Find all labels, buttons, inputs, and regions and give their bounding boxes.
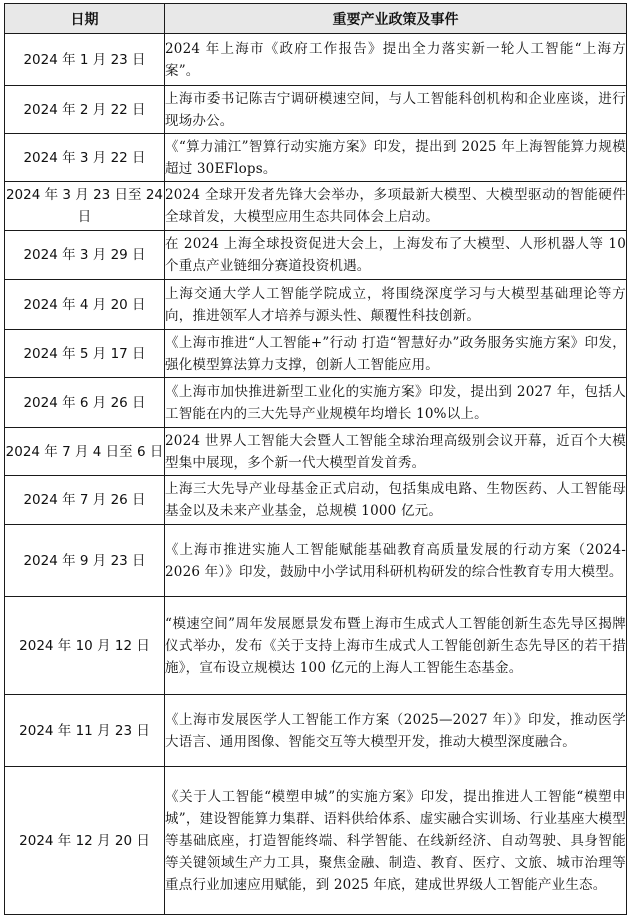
date-cell: 2024 年 4 月 20 日 xyxy=(5,280,165,330)
date-cell: 2024 年 3 月 29 日 xyxy=(5,231,165,280)
table-row xyxy=(5,280,627,330)
table-row xyxy=(5,378,627,428)
table-body xyxy=(5,34,627,915)
date-cell: 2024 年 12 月 20 日 xyxy=(5,767,165,915)
header-row xyxy=(5,4,627,34)
table-row xyxy=(5,86,627,134)
date-cell: 2024 年 3 月 22 日 xyxy=(5,134,165,182)
event-cell: 2024 世界人工智能大会暨人工智能全球治理高级别会议开幕，近百个大模型集中展现，多个新一代大模型首发首秀。 xyxy=(165,428,627,476)
table-row xyxy=(5,597,627,695)
event-cell: 在 2024 上海全球投资促进大会上，上海发布了大模型、人形机器人等 10 个重点产业链细分赛道投资机遇。 xyxy=(165,231,627,280)
table-row xyxy=(5,476,627,525)
event-cell: 《上海市加快推进新型工业化的实施方案》印发，提出到 2027 年，包括人工智能在内的三大先导产业规模年均增长 10%以上。 xyxy=(165,378,627,428)
date-cell: 2024 年 11 月 23 日 xyxy=(5,695,165,767)
date-cell: 2024 年 2 月 22 日 xyxy=(5,86,165,134)
event-cell: 《关于人工智能“模塑申城”的实施方案》印发，提出推进人工智能“模塑申城”，建设智能算力集群、语料供给体系、虚实融合实训场、行业基座大模型等基础底座，打造智能终端、科学智能、在线新经济、自动驾驶、具身智能等关键领域生产力工具，聚焦金融、制造、教育、医疗、文旅、城市治理等重点行业加速应用赋能，到 2025 年底，建成世界级人工智能产业生态。 xyxy=(165,767,627,915)
table-row xyxy=(5,182,627,231)
event-cell: 《上海市推进实施人工智能赋能基础教育高质量发展的行动方案（2024-2026 年）》印发，鼓励中小学试用科研机构研发的综合性教育专用大模型。 xyxy=(165,525,627,597)
table-row xyxy=(5,34,627,86)
date-cell: 2024 年 5 月 17 日 xyxy=(5,330,165,378)
event-cell: 上海交通大学人工智能学院成立，将围绕深度学习与大模型基础理论等方向，推进领军人才培养与源头性、颠覆性科技创新。 xyxy=(165,280,627,330)
table-row xyxy=(5,231,627,280)
policy-events-table xyxy=(4,3,627,915)
date-cell: 2024 年 1 月 23 日 xyxy=(5,34,165,86)
table-row xyxy=(5,330,627,378)
table-row xyxy=(5,767,627,915)
table-row xyxy=(5,428,627,476)
event-cell: 上海市委书记陈吉宁调研模速空间，与人工智能科创机构和企业座谈，进行现场办公。 xyxy=(165,86,627,134)
event-column-header: 重要产业政策及事件 xyxy=(165,4,627,34)
table-row xyxy=(5,134,627,182)
table-header xyxy=(5,4,627,34)
event-cell: 2024 全球开发者先锋大会举办，多项最新大模型、大模型驱动的智能硬件全球首发，大模型应用生态共同体会上启动。 xyxy=(165,182,627,231)
date-cell: 2024 年 7 月 26 日 xyxy=(5,476,165,525)
event-cell: 《“算力浦江”智算行动实施方案》印发，提出到 2025 年上海智能算力规模超过 30EFlops。 xyxy=(165,134,627,182)
event-cell: 上海三大先导产业母基金正式启动，包括集成电路、生物医药、人工智能母基金以及未来产业基金，总规模 1000 亿元。 xyxy=(165,476,627,525)
date-cell: 2024 年 7 月 4 日至 6 日 xyxy=(5,428,165,476)
table-row xyxy=(5,525,627,597)
date-cell: 2024 年 3 月 23 日至 24 日 xyxy=(5,182,165,231)
date-cell: 2024 年 10 月 12 日 xyxy=(5,597,165,695)
table-row xyxy=(5,695,627,767)
event-cell: 《上海市发展医学人工智能工作方案（2025—2027 年）》印发，推动医学大语言、通用图像、智能交互等大模型开发，推动大模型深度融合。 xyxy=(165,695,627,767)
event-cell: “模速空间”周年发展愿景发布暨上海市生成式人工智能创新生态先导区揭牌仪式举办，发布《关于支持上海市生成式人工智能创新生态先导区的若干措施》，宣布设立规模达 100 亿元的上海人工智能生态基金。 xyxy=(165,597,627,695)
event-cell: 《上海市推进“人工智能+”行动 打造“智慧好办”政务服务实施方案》印发，强化模型算法算力支撑，创新人工智能应用。 xyxy=(165,330,627,378)
date-cell: 2024 年 9 月 23 日 xyxy=(5,525,165,597)
date-cell: 2024 年 6 月 26 日 xyxy=(5,378,165,428)
date-column-header: 日期 xyxy=(5,4,165,34)
event-cell: 2024 年上海市《政府工作报告》提出全力落实新一轮人工智能“上海方案”。 xyxy=(165,34,627,86)
